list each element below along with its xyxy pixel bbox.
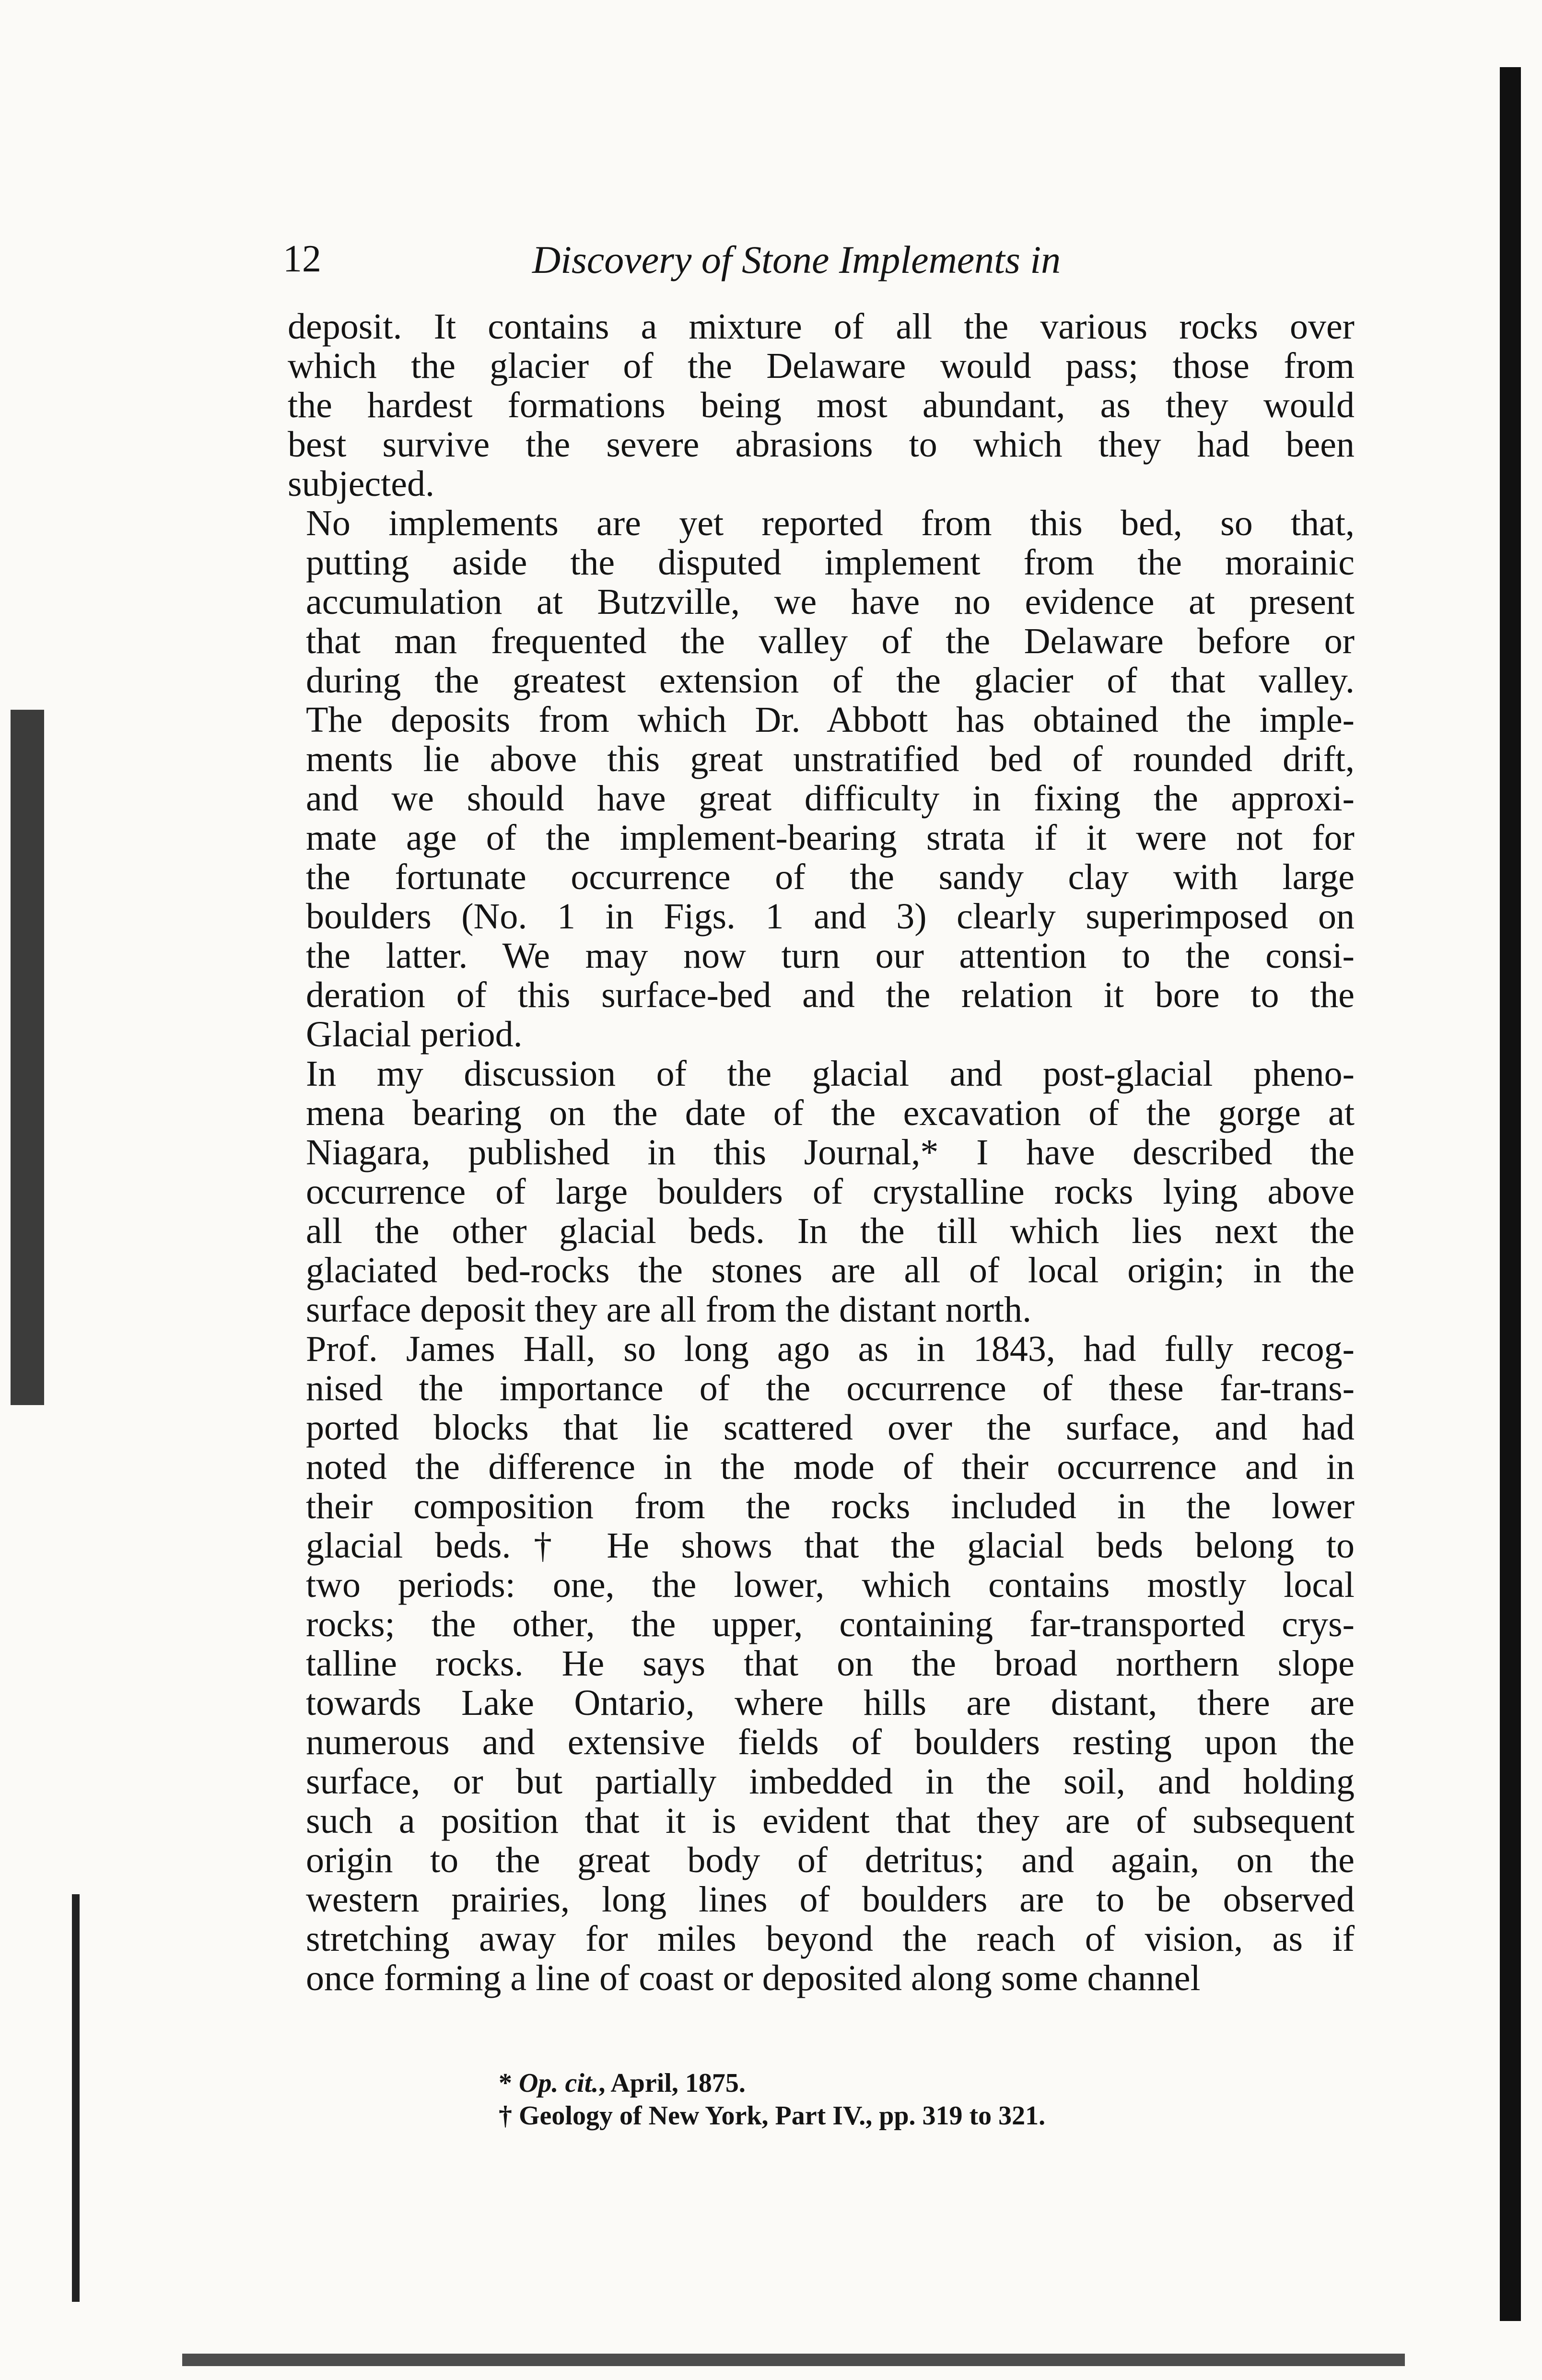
text-line: rocks; the other, the upper, containing far-transported crys- xyxy=(306,1604,1355,1644)
page-number: 12 xyxy=(283,238,321,280)
text-line: glaciated bed-rocks the stones are all of local origin; in the xyxy=(306,1250,1355,1290)
footnote-text: Geology of New York, Part IV., pp. 319 to 321. xyxy=(519,2101,1046,2131)
text-line: such a position that it is evident that they are of subsequent xyxy=(306,1801,1355,1841)
scan-edge-bottom xyxy=(182,2354,1405,2366)
text-line: surface deposit they are all from the distant north. xyxy=(306,1290,1032,1330)
footnotes xyxy=(499,2067,1045,2132)
scan-edge-left-lower xyxy=(72,1894,80,2302)
text-line: In my discussion of the glacial and post-glacial pheno- xyxy=(306,1054,1355,1094)
text-line: nised the importance of the occurrence of these far-trans- xyxy=(306,1368,1355,1408)
text-line: mate age of the implement-bearing strata if it were not for xyxy=(306,818,1355,858)
text-line: stretching away for miles beyond the reach of vision, as if xyxy=(306,1919,1355,1959)
text-line: once forming a line of coast or deposited along some channel xyxy=(306,1958,1201,1998)
footnote-mark: † xyxy=(499,2101,519,2131)
text-line: origin to the great body of detritus; and again, on the xyxy=(306,1840,1355,1880)
text-line: deposit. It contains a mixture of all the various rocks over xyxy=(288,306,1355,347)
text-line: and we should have great difficulty in fixing the approxi- xyxy=(306,778,1355,819)
text-line: Niagara, published in this Journal,* I have described the xyxy=(306,1132,1355,1172)
text-line: boulders (No. 1 in Figs. 1 and 3) clearly superimposed on xyxy=(306,896,1355,937)
text-line: the latter. We may now turn our attention to the consi- xyxy=(306,936,1355,976)
scan-edge-left xyxy=(11,710,44,1405)
text-line: putting aside the disputed implement from the morainic xyxy=(306,542,1355,583)
text-line: towards Lake Ontario, where hills are distant, there are xyxy=(306,1683,1355,1723)
text-line: numerous and extensive fields of boulders resting upon the xyxy=(306,1722,1355,1762)
text-line: accumulation at Butzville, we have no evidence at present xyxy=(306,582,1355,622)
text-line: all the other glacial beds. In the till which lies next the xyxy=(306,1211,1355,1251)
paragraph xyxy=(288,1329,1355,1998)
text-line: deration of this surface-bed and the relation it bore to the xyxy=(306,975,1355,1015)
paragraph xyxy=(288,307,1355,504)
text-line: mena bearing on the date of the excavation of the gorge at xyxy=(306,1093,1355,1133)
paragraph xyxy=(288,504,1355,1054)
footnote-mark: * xyxy=(499,2068,519,2098)
text-line: subjected. xyxy=(288,464,435,504)
text-line: Glacial period. xyxy=(306,1014,523,1055)
paragraph xyxy=(288,1054,1355,1329)
text-line: during the greatest extension of the glacier of that valley. xyxy=(306,660,1355,701)
text-line: two periods: one, the lower, which contains mostly local xyxy=(306,1565,1355,1605)
text-line: surface, or but partially imbedded in the soil, and holding xyxy=(306,1761,1355,1802)
text-line: that man frequented the valley of the Delaware before or xyxy=(306,621,1355,661)
text-line: noted the difference in the mode of their occurrence and in xyxy=(306,1447,1355,1487)
text-line: western prairies, long lines of boulders are to be observed xyxy=(306,1879,1355,1920)
footnote xyxy=(499,2099,1045,2132)
scan-edge-right xyxy=(1500,67,1521,2321)
text-line: which the glacier of the Delaware would pass; those from xyxy=(288,346,1355,386)
text-line: ported blocks that lie scattered over the surface, and had xyxy=(306,1407,1355,1448)
footnote-citation: Op. cit. xyxy=(519,2068,599,2098)
running-title: Discovery of Stone Implements in xyxy=(532,238,1061,281)
text-line: occurrence of large boulders of crystalline rocks lying above xyxy=(306,1172,1355,1212)
text-line: glacial beds.† He shows that the glacial beds belong to xyxy=(306,1525,1355,1566)
text-line: talline rocks. He says that on the broad northern slope xyxy=(306,1643,1355,1684)
text-line: the hardest formations being most abundant, as they would xyxy=(288,385,1355,425)
footnote-text: , April, 1875. xyxy=(598,2068,746,2098)
text-line: No implements are yet reported from this bed, so that, xyxy=(306,503,1355,543)
page-header xyxy=(283,237,1362,290)
text-line: ments lie above this great unstratified bed of rounded drift, xyxy=(306,739,1355,779)
body-text xyxy=(288,307,1355,1998)
text-line: the fortunate occurrence of the sandy clay with large xyxy=(306,857,1355,897)
text-line: best survive the severe abrasions to which they had been xyxy=(288,424,1355,465)
text-line: their composition from the rocks included in the lower xyxy=(306,1486,1355,1526)
text-line: Prof. James Hall, so long ago as in 1843, had fully recog- xyxy=(306,1329,1355,1369)
text-line: The deposits from which Dr. Abbott has obtained the imple- xyxy=(306,700,1355,740)
footnote xyxy=(499,2067,1045,2099)
